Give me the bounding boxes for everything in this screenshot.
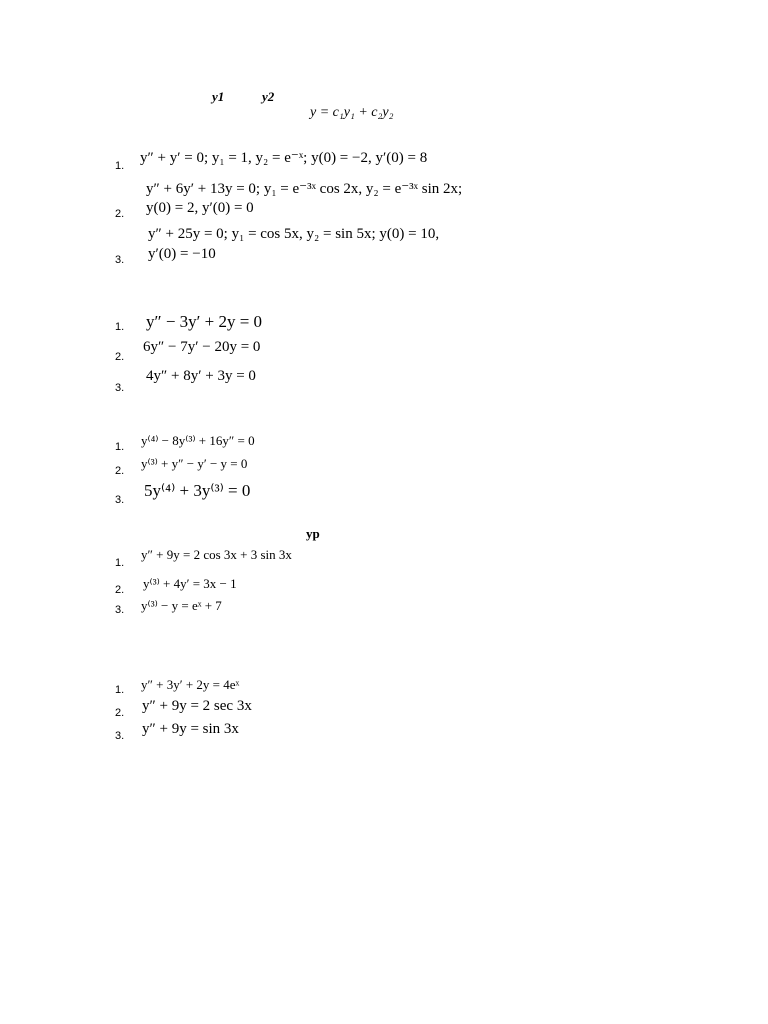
y1-label: y1 <box>212 89 225 104</box>
item-number: 2. <box>115 707 125 719</box>
equation: y⁽⁴⁾ − 8y⁽³⁾ + 16y″ = 0 <box>141 433 255 448</box>
item-number: 2. <box>115 465 125 477</box>
equation: y″ + 6y′ + 13y = 0; y₁ = e⁻³ˣ cos 2x, y₂ = e⁻³ˣ sin 2x; <box>146 181 463 197</box>
item-number: 2. <box>115 351 125 363</box>
equation: y⁽³⁾ + 4y′ = 3x − 1 <box>143 576 237 591</box>
item-number: 1. <box>115 684 125 696</box>
item-number: 3. <box>115 604 125 616</box>
item-number: 2. <box>115 208 125 220</box>
equation: y″ − 3y′ + 2y = 0 <box>146 312 263 331</box>
item-number: 1. <box>115 160 125 172</box>
equation: y″ + 25y = 0; y₁ = cos 5x, y₂ = sin 5x; y(0) = 10, <box>148 226 440 242</box>
equation: y″ + 9y = 2 sec 3x <box>142 698 252 714</box>
equation: y″ + 9y = sin 3x <box>142 721 239 737</box>
yp-label: yp <box>306 526 320 541</box>
equation: 4y″ + 8y′ + 3y = 0 <box>146 368 256 384</box>
equation: y″ + y′ = 0; y₁ = 1, y₂ = e⁻ˣ; y(0) = −2, y′(0) = 8 <box>140 150 428 166</box>
equation: y″ + 3y′ + 2y = 4eˣ <box>141 677 240 692</box>
item-number: 1. <box>115 557 125 569</box>
equation-continued: y′(0) = −10 <box>148 246 216 262</box>
equation: y⁽³⁾ + y″ − y′ − y = 0 <box>141 456 248 471</box>
equation: y⁽³⁾ − y = eˣ + 7 <box>141 598 222 613</box>
item-number: 3. <box>115 494 125 506</box>
item-number: 1. <box>115 321 125 333</box>
equation: 6y″ − 7y′ − 20y = 0 <box>143 339 261 355</box>
item-number: 2. <box>115 584 125 596</box>
equation: y″ + 9y = 2 cos 3x + 3 sin 3x <box>141 547 292 562</box>
equation: 5y⁽⁴⁾ + 3y⁽³⁾ = 0 <box>144 481 251 500</box>
item-number: 3. <box>115 254 125 266</box>
item-number: 3. <box>115 730 125 742</box>
item-number: 3. <box>115 382 125 394</box>
equation-continued: y(0) = 2, y′(0) = 0 <box>146 200 254 216</box>
y2-label: y2 <box>262 89 275 104</box>
item-number: 1. <box>115 441 125 453</box>
general-solution: y = c₁y₁ + c₂y₂ <box>310 105 394 120</box>
